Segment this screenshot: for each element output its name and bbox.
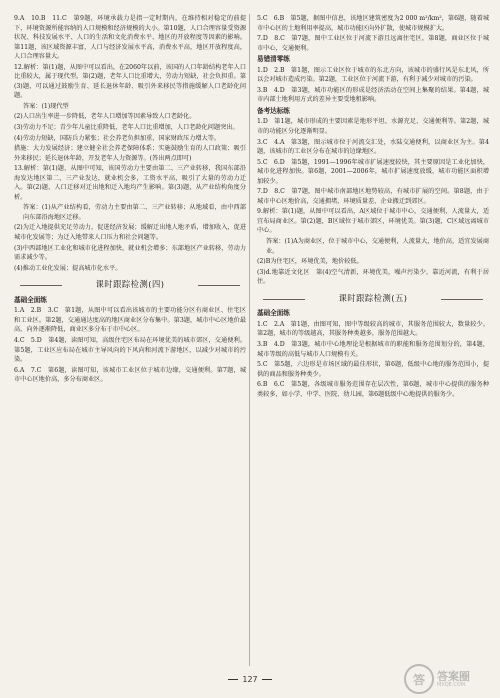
watermark-title: 答案圈	[437, 669, 470, 683]
right-column	[257, 14, 489, 400]
text-paragraph: (2)人口出生率进一步降低，老年人口增加等因素导致人口老龄化。	[14, 113, 196, 121]
text-paragraph: (3)d.地靠近文化区 第(4)空气清新，环境优美，噪声污染少，靠近河流，有利于居住。	[257, 268, 489, 286]
text-paragraph: 6.B 6.C 第5题，各级城市服务范围存在层次性，第6题，城市中心提供的服务种类较多，如小学、中学、医院、幼儿园，第6题低级中心地提供的服务少。	[257, 381, 489, 398]
text-paragraph: 3.B 4.D 第3题，城市功能区的形成是经济活动在空间上集聚的结果。第4题，城市内部土地利用方式的差异主要受地租影响。	[257, 86, 489, 104]
text-paragraph: (2)B为住宅区，环境优美，地价较低。	[257, 258, 363, 266]
section-banner: 课时跟踪检测(五)	[257, 294, 489, 304]
text-paragraph: 7.D 8.C 第7题，图中城市南部地区地势较高，有城市扩展的空间。第8题，由于城市中心区地价高，交通拥堵，环境质量差，企业搬迁到郊区。	[257, 188, 489, 205]
watermark-text	[437, 671, 470, 688]
text-paragraph: 12.解析：第(1)题，从图中可以看出，在2060年以前，该国的人口年龄结构老年人口比重较大，属于现代型。第(2)题，老年人口比重增大，劳动力短缺，社会负担重。第(3)题，可以通过鼓励生育、延长退休年龄、吸引外来移民等措施缓解人口老龄化问题。	[14, 63, 246, 100]
text-paragraph: 3.B 4.D 第3题，城市中心地理论是根据城市的职能和服务范围划分的，第4题，城市等级的高低与城市人口规模有关。	[257, 340, 489, 358]
text-paragraph: 5.C 6.B 第5题，据图中信息，该地区建筑密度为2 000 m²/km²，第6题，随着城市中心区的土地利用率提高，城市功能区向外扩散，使城市规模扩大。	[257, 15, 489, 32]
text-paragraph: (4)推动工业化发展；提高城市化水平。	[14, 264, 122, 272]
text-paragraph: 4.C 5.D 第4题，读图可知，高级住宅区布局在环境优美的城市郊区，交通便利。第5题，工业区应布局在城市主导风向的下风向和河流下游地区，以减少对城市的污染。	[14, 336, 246, 364]
section-banner: 课时跟踪检测(四)	[14, 280, 246, 290]
text-paragraph: 1.D 第1题，城市形成的主要因素是地形平坦、水源充足、交通便利等。第2题，城市的功能区分化逐渐明显。	[257, 118, 489, 136]
text-paragraph: 5.C 第5题，六边形是市场区域的最佳形状，第6题，低级中心地的服务范围小，提供的商品和服务种类少。	[257, 361, 489, 378]
text-paragraph: (2)为迁入地提供充足劳动力，促进经济发展；缓解迁出地人地矛盾，增加收入，促进城市化发展等；为迁入地带来人口压力和社会问题等。	[14, 224, 246, 242]
section-heading: 基础全面练	[257, 309, 290, 318]
text-paragraph: 9.解析：第(1)题，从图中可以看出，A区域位于城市中心，交通便利，人流量大，适宜布局商业区。第(2)题，B区域位于城市郊区，环境优美。第(3)题，C区域远离城市中心。	[257, 208, 489, 235]
answer-paragraph: 答案：(1)从产业结构看，劳动力主要由第二、三产业转移；从地域看，由中西部向东部沿海地区迁移。	[23, 204, 246, 221]
text-paragraph: 1.C 2.A 第1题，由图可知，图中等级较高的城市，其服务范围较大，数量较少。第2题，城市的等级越高，其服务种类越多，服务范围越大。	[257, 320, 489, 338]
text-paragraph: 9.A 10.B 11.C 第9题，环境承载力是指一定时期内，在维持相对稳定的前提下，环境资源所能容纳的人口规模和经济规模的大小。第10题，人口合理容量受资源状况、科技发展水平、人口的生活和文化消费水平、地区的开放程度等因素的影响。第11题，该区域资源丰富，人口与经济发展水平高，消费水平高，地区开放程度高，人口合理容量大。	[14, 15, 246, 61]
text-paragraph: 6.A 7.C 第6题，读图可知，该城市工业区位于城市边缘，交通便利。第7题，城市中心区地价高，多分布商业区。	[14, 366, 246, 384]
answer-paragraph: 答案：(1)A为商业区，位于城市中心，交通便利，人流量大，地价高，适宜发展商业。	[266, 238, 489, 255]
watermark-url: MXQE.COM	[437, 681, 466, 688]
section-heading: 备考达标练	[257, 106, 290, 115]
watermark	[404, 664, 494, 694]
text-paragraph: 3.C 4.A 第3题，图示城市位于河流交汇处，水陆交通便利，以商业区为主。第4题，该城市的工业区分布在城市的边缘地区。	[257, 138, 489, 156]
text-paragraph: (3)中西部地区工业化和城市化进程加快，就业机会增多；东部地区产业转移，劳动力需求减少等。	[14, 244, 246, 262]
text-paragraph: 1.D 2.B 第1题，图示工业区位于城市的东北方向，该城市的盛行风是东北风，所以会对城市造成污染。第2题，工业区位于河流下游，有利于减少对城市的污染。	[257, 66, 489, 84]
section-heading: 基础全面练	[14, 295, 47, 304]
left-column	[14, 14, 246, 386]
page-number: 127	[0, 675, 500, 684]
text-paragraph: 5.C 6.D 第5题，1991—1996年城市扩展速度较快，其主要原因是工业化加快，城市化进程加快。第6题，2001—2006年，城市扩展速度放缓，城市功能区面积增加较少。	[257, 158, 489, 185]
answer-paragraph: 答案：(1)现代型	[23, 102, 69, 110]
text-paragraph: (4)劳动力短缺，国防兵力紧张；社会养老负担加重，国家财政压力增大等。	[14, 134, 221, 142]
text-paragraph: 措施：大力发展经济；建立健全社会养老保障体系；实施鼓励生育的人口政策；吸引外来移民；延长退休年龄，开发老年人力资源等。(答出两点即可)	[14, 145, 246, 162]
text-paragraph: 7.D 8.C 第7题，图中工业区位于河流下游且远离住宅区，第8题，商业区位于城市中心，交通便利。	[257, 35, 489, 52]
section-heading: 易错清零练	[257, 55, 290, 64]
text-paragraph: 1.A 2.B 3.C 第1题，从图中可以看出该城市的主要功能分区有商业区、住宅区和工业区。第2题，交通通达度高的地区商业区分布集中。第3题，城市中心区地价最高，向外逐渐降低，商业区多分布于市中心区。	[14, 307, 246, 334]
watermark-logo-icon: 答	[404, 664, 434, 694]
text-paragraph: 13.解析：第(1)题，从图中可知，该国劳动力主要由第二、三产业转移，我国东部沿海发达地区第二、三产业发达，就业机会多，工资水平高，吸引了大量的劳动力迁入。第(2)题，人口迁移对迁出地和迁入地均产生影响。第(3)题，从产业结构角度分析。	[14, 165, 246, 201]
column-divider	[249, 14, 250, 666]
text-paragraph: (3)劳动力不足；青少年儿童比重降低，老年人口比重增加，人口老龄化问题突出。	[14, 124, 239, 132]
